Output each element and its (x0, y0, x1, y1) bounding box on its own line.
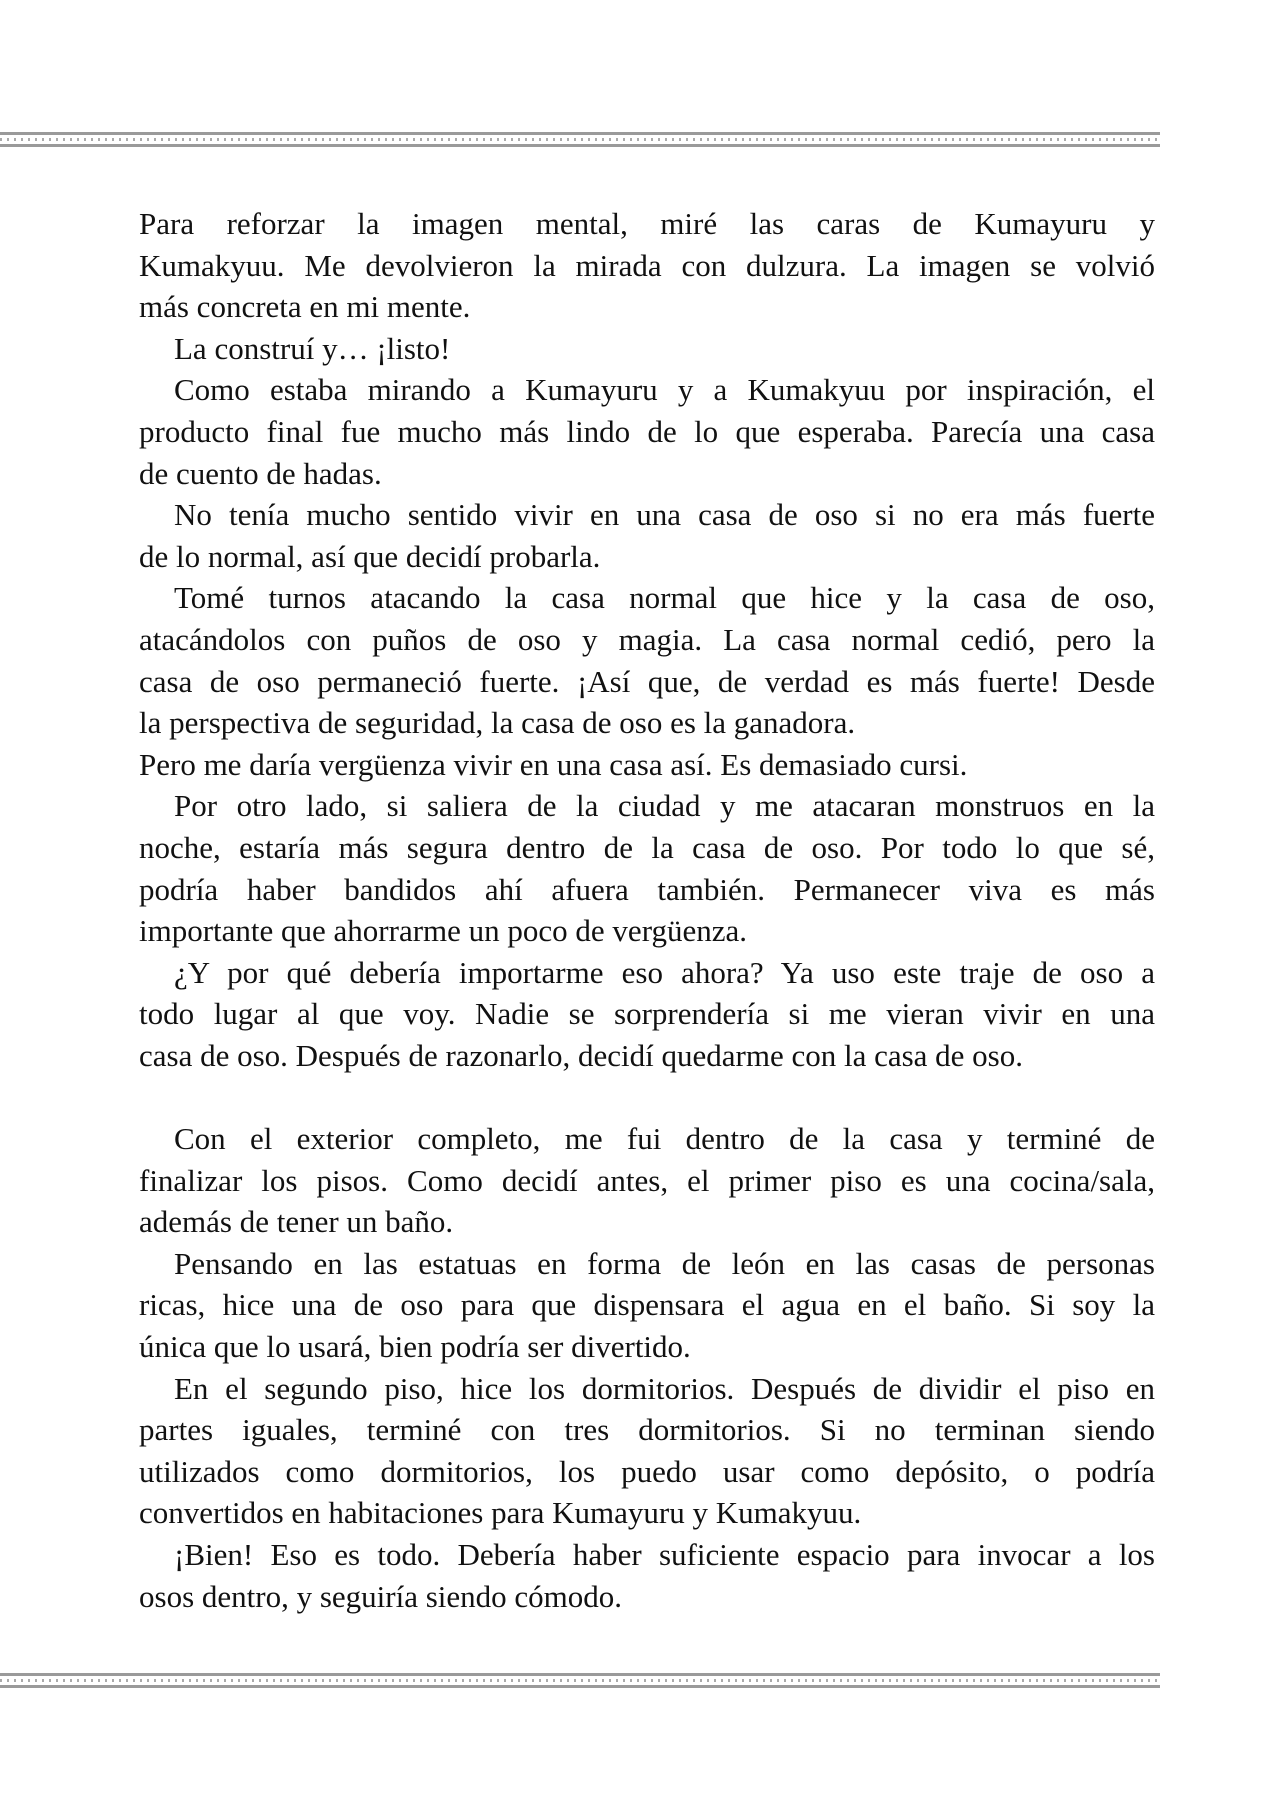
text-line: finalizar los pisos. Como decidí antes, el primer piso es una cocina/sala, (139, 1162, 1155, 1198)
paragraph (139, 369, 1155, 494)
text-line: atacándolos con puños de oso y magia. La casa normal cedió, pero la (139, 621, 1155, 657)
text-line: Pero me daría vergüenza vivir en una casa así. Es demasiado cursi. (139, 746, 968, 782)
paragraph (139, 328, 1155, 370)
text-line: osos dentro, y seguiría siendo cómodo. (139, 1578, 623, 1614)
text-line: única que lo usará, bien podría ser divertido. (139, 1329, 691, 1365)
text-line: además de tener un baño. (139, 1204, 454, 1240)
text-line: la perspectiva de seguridad, la casa de oso es la ganadora. (139, 705, 856, 741)
text-line: importante que ahorrarme un poco de vergüenza. (139, 913, 747, 949)
text-line: casa de oso permaneció fuerte. ¡Así que, de verdad es más fuerte! Desde (139, 663, 1155, 699)
text-line: Como estaba mirando a Kumayuru y a Kumakyuu por inspiración, el (174, 372, 1155, 408)
paragraph (139, 1118, 1155, 1243)
text-line: partes iguales, terminé con tres dormitorios. Si no terminan siendo (139, 1412, 1155, 1448)
text-line: En el segundo piso, hice los dormitorios. Después de dividir el piso en (174, 1370, 1155, 1406)
text-line: Kumakyuu. Me devolvieron la mirada con dulzura. La imagen se volvió (139, 247, 1155, 283)
paragraph (139, 494, 1155, 577)
text-line: ¿Y por qué debería importarme eso ahora? Ya uso este traje de oso a (174, 954, 1155, 990)
text-line: Con el exterior completo, me fui dentro de la casa y terminé de (174, 1121, 1155, 1157)
text-line: La construí y… ¡listo! (174, 330, 451, 366)
text-line: utilizados como dormitorios, los puedo usar como depósito, o podría (139, 1453, 1155, 1489)
text-line: casa de oso. Después de razonarlo, decidí quedarme con la casa de oso. (139, 1037, 1023, 1073)
text-line: podría haber bandidos ahí afuera también. Permanecer viva es más (139, 871, 1155, 907)
text-line: convertidos en habitaciones para Kumayuru y Kumakyuu. (139, 1495, 862, 1531)
page-body-text (139, 203, 1155, 1617)
top-decorative-rule (0, 132, 1160, 147)
paragraph (139, 577, 1155, 743)
text-line: producto final fue mucho más lindo de lo que esperaba. Parecía una casa (139, 413, 1155, 449)
paragraph (139, 1368, 1155, 1534)
paragraph (139, 1243, 1155, 1368)
paragraph (139, 785, 1155, 951)
paragraph (139, 1534, 1155, 1617)
bottom-decorative-rule (0, 1673, 1160, 1688)
text-line: más concreta en mi mente. (139, 289, 471, 325)
text-line: Tomé turnos atacando la casa normal que hice y la casa de oso, (174, 580, 1155, 616)
text-line: todo lugar al que voy. Nadie se sorprendería si me vieran vivir en una (139, 996, 1155, 1032)
text-line: noche, estaría más segura dentro de la casa de oso. Por todo lo que sé, (139, 829, 1155, 865)
paragraph (139, 744, 1155, 786)
text-line: ¡Bien! Eso es todo. Debería haber suficiente espacio para invocar a los (174, 1537, 1155, 1572)
paragraph-spacer (139, 1076, 1155, 1118)
paragraph (139, 952, 1155, 1077)
paragraph (139, 203, 1155, 328)
text-line: Pensando en las estatuas en forma de león en las casas de personas (174, 1245, 1155, 1281)
text-line: Por otro lado, si saliera de la ciudad y me atacaran monstruos en la (174, 788, 1155, 824)
text-line: de cuento de hadas. (139, 455, 382, 491)
text-line: de lo normal, así que decidí probarla. (139, 538, 601, 574)
text-line: No tenía mucho sentido vivir en una casa de oso si no era más fuerte (174, 497, 1155, 533)
text-line: Para reforzar la imagen mental, miré las caras de Kumayuru y (139, 206, 1155, 241)
text-line: ricas, hice una de oso para que dispensara el agua en el baño. Si soy la (139, 1287, 1155, 1323)
